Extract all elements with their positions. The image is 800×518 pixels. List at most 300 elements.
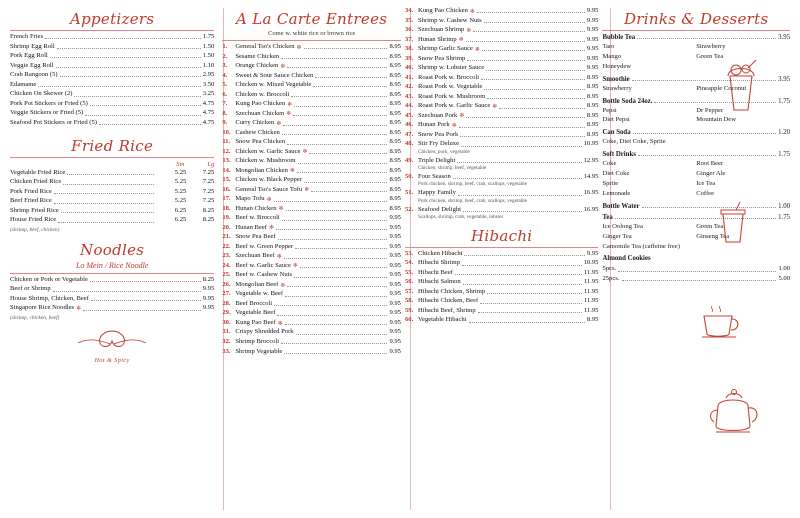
item-price: 3.25 [202, 90, 215, 98]
menu-item [10, 63, 214, 70]
item-name: Hibachi Beef, Shrimp [417, 306, 476, 314]
leader-dots [90, 281, 201, 282]
leader-dots [311, 191, 387, 192]
item-name: Vegetable Beef [235, 309, 276, 317]
item-price: 8.95 [389, 185, 401, 193]
item-name: Shrimp Egg Roll [10, 42, 55, 50]
leader-dots [466, 117, 585, 118]
item-price: 8.25 [202, 275, 215, 283]
drink-option: Ice Oolong Tea [602, 222, 643, 230]
item-number: 52. [404, 205, 414, 213]
alacarte-title: A La Carte Entrees [236, 10, 388, 28]
item-price-small: 5.25 [174, 187, 187, 195]
item-name: Roast Pork w. Vegetable [417, 83, 483, 91]
item-price: 3.50 [202, 80, 215, 88]
chili-pepper-icon: ❄ [280, 282, 286, 289]
item-number: 12. [222, 147, 231, 155]
item-price: 16.95 [583, 205, 599, 213]
leader-dots [45, 38, 201, 39]
item-name: Roast Pork w. Garlic Sauce [417, 102, 491, 110]
item-name: Pork Egg Roll [10, 52, 48, 60]
leader-dots [484, 89, 585, 90]
flourish-icon [72, 327, 152, 353]
item-name: Beef w. Garlic Sauce [235, 261, 291, 269]
leader-dots [298, 163, 388, 164]
menu-item [405, 132, 598, 139]
item-number: 3. [222, 62, 228, 70]
column-drinks-desserts [602, 6, 790, 512]
item-name: Sesame Chicken [235, 52, 280, 60]
item-number: 15. [222, 176, 231, 184]
item-price-small: 5.25 [174, 197, 187, 205]
leader-dots [284, 258, 388, 259]
item-price-small: 6.25 [174, 206, 187, 214]
item-name: Seafood Delight [417, 205, 462, 213]
menu-item [405, 251, 598, 258]
drink-options-left [602, 84, 696, 94]
item-price: 8.95 [586, 130, 599, 138]
item-name: Orange Chicken [235, 62, 279, 70]
drink-name: Almond Cookies [602, 255, 651, 263]
leader-dots [91, 300, 201, 301]
menu-item [222, 44, 401, 51]
chili-pepper-icon: ❄ [286, 111, 292, 118]
menu-item [10, 82, 214, 89]
drink-price: 1.20 [778, 129, 790, 137]
item-number: 28. [222, 299, 231, 307]
item-price: 9.95 [586, 45, 599, 53]
menu-item [222, 149, 401, 156]
drink-option: Ginger Ale [696, 170, 726, 178]
drink-group-header [602, 203, 790, 210]
item-name: Kung Pao Chicken [235, 100, 286, 108]
chili-pepper-icon: ❄ [266, 196, 272, 203]
leader-dots [487, 98, 585, 99]
item-number: 10. [222, 128, 231, 136]
drink-option: Green Tea [696, 222, 724, 230]
item-price: 11.95 [583, 306, 599, 314]
item-name: Shrimp Vegetable [235, 347, 283, 355]
drink-option: Strawberry [602, 84, 632, 92]
item-price: 8.95 [389, 81, 401, 89]
item-price: 9.95 [389, 252, 401, 260]
menu-item [222, 82, 401, 89]
menu-item [222, 263, 401, 270]
item-name: Mongolian Beef [235, 280, 279, 288]
item-price: 9.95 [586, 54, 599, 62]
item-price: 4.75 [202, 99, 215, 107]
item-name: Szechuan Chicken [235, 109, 285, 117]
item-price: 9.95 [389, 309, 401, 317]
menu-item [405, 27, 598, 34]
item-price: 8.95 [586, 111, 599, 119]
drink-options-right [696, 137, 790, 147]
item-price: 9.95 [202, 294, 215, 302]
item-price: 9.95 [586, 35, 599, 43]
fried-rice-title: Fried Rice [71, 136, 154, 155]
item-price: 8.95 [389, 71, 401, 79]
drink-option: Coke [602, 160, 617, 168]
leader-dots [642, 203, 777, 208]
item-name: Seafood Pot Stickers or Fried (5) [10, 118, 97, 126]
leader-dots [287, 67, 387, 68]
alacarte-list [222, 44, 401, 355]
item-name: Szechuan Shrimp [417, 26, 465, 34]
item-number: 58. [404, 297, 414, 305]
menu-item [10, 198, 214, 205]
leader-dots [304, 182, 388, 183]
item-price: 9.95 [389, 299, 401, 307]
item-name: Kung Pao Beef [235, 318, 276, 326]
item-number: 30. [222, 318, 231, 326]
menu-item [405, 270, 598, 277]
item-price: 9.95 [389, 328, 401, 336]
leader-dots [615, 214, 776, 219]
item-price: 8.95 [389, 100, 401, 108]
hot-spicy-legend: Hot & Spicy [94, 357, 130, 364]
drink-option: Strawberry [696, 43, 726, 50]
item-price-large: 7.25 [202, 187, 215, 195]
item-number: 46. [404, 121, 414, 129]
leader-dots [304, 48, 388, 49]
drink-option: Diet Coke [602, 170, 630, 178]
drink-name: Smoothie [602, 75, 630, 83]
item-name: Shrimp w. Cashew Nuts [417, 16, 482, 24]
drink-group-header [602, 34, 790, 41]
item-price: 1.10 [202, 61, 215, 69]
leader-dots [469, 322, 585, 323]
menu-item [222, 139, 401, 146]
fried-rice-list [10, 170, 214, 225]
chili-pepper-icon: ❄ [76, 305, 82, 312]
menu-item [222, 196, 401, 203]
drink-option: Mountain Dew [696, 116, 736, 124]
item-price: 16.95 [583, 189, 599, 197]
leader-dots [458, 195, 582, 196]
chili-pepper-icon: ❄ [466, 27, 472, 34]
drink-option: Coke, Diet Coke, Sprite [602, 138, 666, 146]
divider [405, 247, 598, 248]
drink-option: Pepsi [602, 106, 617, 114]
item-name: Snow Pea Chicken [235, 138, 286, 146]
menu-item [222, 111, 401, 118]
item-name: Hibachi Beef [417, 268, 453, 276]
item-name: Chicken w. Mushroom [235, 157, 296, 165]
chili-pepper-icon: ❄ [492, 103, 498, 110]
leader-dots [300, 267, 387, 268]
item-price: 8.95 [389, 109, 401, 117]
item-price: 8.95 [389, 166, 401, 174]
item-number: 11. [222, 138, 231, 146]
menu-item [222, 225, 401, 232]
leader-dots [284, 353, 387, 354]
drink-options-right [696, 159, 790, 199]
menu-item [405, 158, 598, 165]
leader-dots [53, 291, 201, 292]
item-number: 22. [222, 242, 231, 250]
chili-pepper-icon: ❄ [276, 120, 282, 127]
leader-dots [477, 12, 585, 13]
item-number: 55. [404, 268, 414, 276]
item-name: Pork Fried Rice [10, 187, 52, 195]
leader-dots [457, 162, 581, 163]
item-number: 43. [404, 92, 414, 100]
chili-pepper-icon: ❄ [474, 46, 480, 53]
item-name: Shrimp Broccoli [235, 337, 280, 345]
item-price: 8.95 [586, 121, 599, 129]
item-name: Roast Pork w. Mushroom [417, 92, 486, 100]
menu-item [405, 65, 598, 72]
item-name: Veggie Egg Roll [10, 61, 54, 69]
leader-dots [461, 146, 582, 147]
menu-item [10, 53, 214, 60]
leader-dots [282, 134, 388, 135]
item-price: 9.95 [389, 223, 401, 231]
drink-options-left [602, 159, 696, 199]
item-number: 19. [222, 214, 231, 222]
item-name: 5pcs. [602, 265, 617, 273]
column-alacarte-2-hibachi [405, 6, 602, 512]
item-price: 8.95 [389, 147, 401, 155]
menu-item [222, 73, 401, 80]
leader-dots [281, 343, 387, 344]
leader-dots [285, 296, 387, 297]
item-number: 49. [404, 156, 414, 164]
menu-item [10, 34, 214, 41]
appetizers-title: Appetizers [69, 10, 155, 28]
leader-dots [281, 58, 387, 59]
item-name: Snow Pea Shrimp [417, 54, 466, 62]
drink-name: Tea [602, 213, 613, 221]
item-number: 42. [404, 83, 414, 91]
item-name: Stir Fry Deluxe [417, 140, 460, 148]
item-name: Shrimp Garlic Sauce [417, 45, 473, 53]
item-price: 8.95 [586, 92, 599, 100]
leader-dots [633, 129, 776, 134]
drink-group [602, 255, 790, 262]
item-price: 12.95 [583, 156, 599, 164]
item-price: 2.95 [202, 71, 215, 79]
item-number: 38. [404, 45, 414, 53]
item-price: 9.95 [586, 26, 599, 34]
item-price: 8.95 [389, 52, 401, 60]
item-name: Snow Pea Beef [235, 233, 276, 241]
drink-option: Sprite [602, 180, 619, 188]
chili-pepper-icon: ❄ [280, 63, 286, 70]
leader-dots [462, 265, 582, 266]
menu-item [405, 84, 598, 91]
item-number: 33. [222, 347, 231, 355]
item-name: 25pcs. [602, 274, 620, 282]
item-price: 9.95 [202, 304, 215, 312]
menu-item [405, 94, 598, 101]
item-name: Crispy Shredded Pork [235, 328, 294, 336]
menu-item [222, 177, 401, 184]
item-name: Singapore Rice Noodles [10, 304, 75, 312]
item-name: Beef Broccoli [235, 299, 273, 307]
drink-option: Ice Tea [696, 180, 716, 188]
item-name: Crab Rangoon (5) [10, 71, 58, 79]
item-number: 17. [222, 195, 231, 203]
item-price: 9.95 [389, 214, 401, 222]
drink-options [602, 222, 790, 252]
item-number: 59. [404, 306, 414, 314]
leader-dots [481, 79, 585, 80]
leader-dots [56, 67, 201, 68]
divider [10, 273, 214, 274]
leader-dots [285, 324, 388, 325]
item-name: Snow Pea Pork [417, 130, 459, 138]
item-name: Vegetable w. Beef [235, 290, 284, 298]
leader-dots [463, 284, 582, 285]
item-description-text: Chicken, pork, vegetable [417, 148, 470, 155]
item-price: 9.95 [389, 290, 401, 298]
leader-dots [309, 153, 387, 154]
item-price: 9.95 [389, 347, 401, 355]
drink-group-header [602, 129, 790, 136]
leader-dots [482, 50, 585, 51]
item-price: 10.95 [583, 259, 599, 267]
leader-dots [278, 239, 388, 240]
item-price: 9.95 [202, 285, 215, 293]
menu-item [405, 260, 598, 267]
item-name: Hibachi Shrimp [417, 259, 460, 267]
menu-item [222, 339, 401, 346]
item-price-large: 7.25 [202, 197, 215, 205]
alacarte-list-continued [405, 8, 598, 221]
item-name: Cashew Chicken [235, 128, 280, 136]
item-name: Hunan Beef [235, 223, 268, 231]
drink-name: Soft Drinks [602, 151, 636, 159]
leader-dots [282, 220, 388, 221]
item-price: 8.95 [389, 90, 401, 98]
item-price: 8.95 [389, 138, 401, 146]
hibachi-list [405, 251, 598, 325]
item-name: Beef w. Broccoli [235, 214, 280, 222]
item-description-text: Pork chicken, shrimp, beef, crab, scallops, vegetable [417, 181, 528, 188]
item-price: 8.95 [389, 176, 401, 184]
item-number: 1. [222, 43, 228, 50]
leader-dots [60, 76, 201, 77]
alacarte-note: Come w. white rice or brown rice [268, 30, 356, 37]
item-number: 47. [404, 130, 414, 138]
drink-price: 1.00 [778, 202, 790, 210]
chili-pepper-icon: ❄ [292, 263, 298, 270]
menu-item [10, 296, 214, 303]
item-price-large: 8.25 [202, 206, 215, 214]
item-number: 48. [404, 140, 414, 148]
drink-name: Bottle Soda 24oz. [602, 97, 653, 105]
chili-pepper-icon: ❄ [277, 320, 283, 327]
item-name: Happy Family [417, 189, 456, 197]
item-price: 11.95 [583, 278, 599, 286]
menu-item [405, 289, 598, 296]
item-description [405, 166, 598, 171]
item-name: Veggie Stickers or Fried (5) [10, 109, 84, 117]
menu-item [222, 329, 401, 336]
item-price: 9.95 [389, 242, 401, 250]
menu-item [222, 206, 401, 213]
leader-dots [291, 96, 387, 97]
item-name: House Shrimp, Chicken, Beef [10, 294, 89, 302]
item-number: 39. [404, 54, 414, 62]
item-number: 50. [404, 172, 414, 180]
item-number: 41. [404, 73, 414, 81]
item-name: Sweet & Sour Sauce Chicken [235, 71, 314, 79]
drink-price: 1.75 [778, 151, 790, 159]
leader-dots [460, 136, 585, 137]
chili-pepper-icon: ❄ [287, 101, 293, 108]
menu-item [222, 54, 401, 61]
item-name: Chicken Hibachi [417, 249, 463, 257]
hibachi-title: Hibachi [471, 226, 533, 245]
leader-dots [313, 86, 387, 87]
item-price-small: 5.25 [174, 178, 187, 186]
item-price: 9.95 [389, 318, 401, 326]
item-number: 26. [222, 280, 231, 288]
divider [10, 30, 214, 31]
item-description-text: Chicken, shrimp, beef, vegetable [417, 165, 487, 172]
drink-name: Bubble Tea [602, 34, 636, 41]
item-name: Kung Pao Chicken [417, 7, 468, 14]
item-price-large: 8.25 [202, 216, 215, 224]
noodles-title: Noodles [80, 240, 145, 259]
item-number: 21. [222, 233, 231, 241]
drink-name: Can Soda [602, 129, 631, 137]
drink-price: 1.75 [778, 213, 790, 221]
item-price: 11.95 [583, 297, 599, 305]
chili-pepper-icon: ❄ [459, 113, 465, 120]
item-number: 16. [222, 185, 231, 193]
item-number: 18. [222, 204, 231, 212]
leader-dots [293, 115, 387, 116]
item-price: 4.75 [202, 118, 215, 126]
drink-options-left [602, 222, 696, 252]
chili-pepper-icon: ❄ [469, 8, 475, 15]
drink-options-left [602, 137, 696, 147]
leader-dots [38, 86, 200, 87]
menu-item [10, 110, 214, 117]
drink-option: Pineapple Coconut [696, 84, 747, 92]
leader-dots [276, 229, 387, 230]
leader-dots [286, 210, 388, 211]
menu-item [222, 215, 401, 222]
menu-item [405, 113, 598, 120]
column-appetizers-rice-noodles [10, 6, 222, 512]
chili-pepper-icon: ❄ [451, 122, 457, 129]
menu-item [222, 63, 401, 70]
coffee-cup-icon [698, 306, 744, 340]
drink-name: Bottle Water [602, 202, 640, 210]
menu-item [405, 174, 598, 181]
leader-dots [287, 144, 387, 145]
item-price-large: 7.25 [202, 178, 215, 186]
item-number: 35. [404, 16, 414, 24]
item-number: 24. [222, 261, 231, 269]
item-name: Mapo Tofu [235, 195, 265, 203]
fried-rice-note: (shrimp, beef, chicken) [10, 226, 60, 233]
chili-pepper-icon: ❄ [276, 253, 282, 260]
noodles-subtitle: Lo Mein / Rice Noodle [75, 260, 149, 270]
menu-item [10, 72, 214, 79]
item-price: 8.95 [389, 204, 401, 212]
item-price: 9.95 [389, 271, 401, 279]
menu-item [222, 187, 401, 194]
item-name: Hibachi Chicken, Beef [417, 297, 479, 305]
item-name: Chicken Fried Rice [10, 178, 62, 186]
menu-item [222, 291, 401, 298]
drink-option: Taro [602, 43, 615, 50]
